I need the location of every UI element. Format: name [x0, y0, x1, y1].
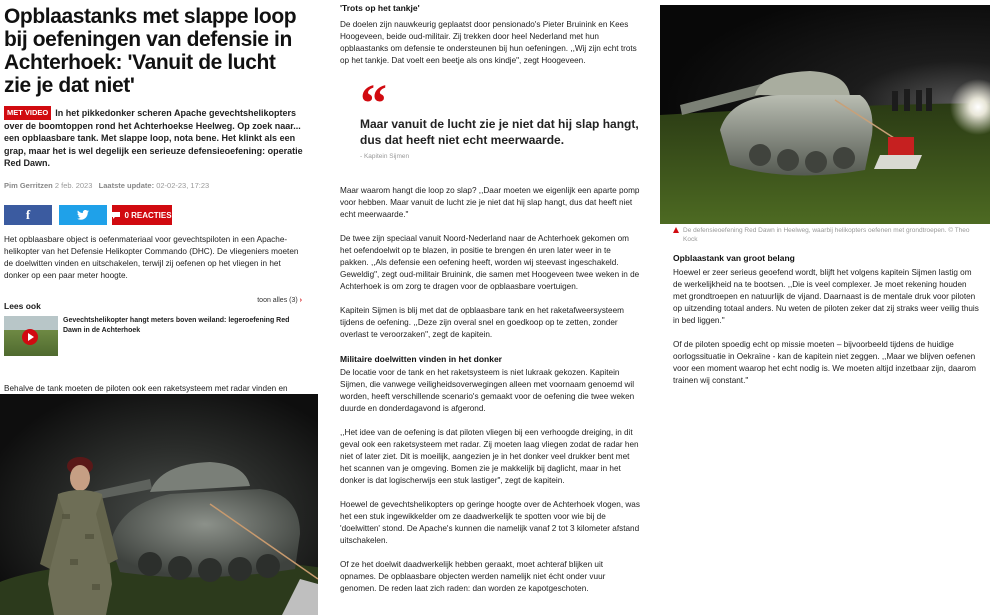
lees-ook-header	[4, 296, 304, 312]
quote-mark-icon: “	[360, 73, 381, 133]
paragraph: ,,Het idee van de oefening is dat piloten vliegen bij een verhoogde dreiging, in dit geval ook een raketsysteem met radar. Zij moeten laag vliegen zodat de radar hen niet of later ziet. Dit is moeilijk, aangezien je in het donker veel drukker bent met het scannen van je omgeving. Bomen zie je makkelijk bij daglicht, maar in het donker is dat logischerwijs een stuk lastiger", zegt de kapitein.	[340, 428, 639, 485]
update-label: Laatste update:	[98, 181, 155, 191]
facebook-share-button[interactable]	[4, 205, 52, 225]
lees-ook-title: Lees ook	[4, 301, 41, 312]
related-article-title[interactable]: Gevechtshelikopter hangt meters boven weiland: legeroefening Red Dawn in de Achterhoek	[63, 317, 290, 334]
paragraph: Maar waarom hangt die loop zo slap? ,,Daar moeten we eigenlijk een aparte pomp voor hebben. Maar vanuit de lucht zie je niet dat hij slap hangt, dus dat heeft niet echt meerwaarde."	[340, 186, 640, 219]
article-middle-column	[340, 0, 640, 595]
quote-text: Maar vanuit de lucht zie je niet dat hij slap hangt, dus dat heeft niet echt meerwaarde.	[360, 117, 639, 147]
section-heading: Militaire doelwitten vinden in het donker	[340, 354, 502, 364]
paragraph: Het opblaasbare object is oefenmateriaal voor gevechtspiloten in een Apache-helikopter van het Defensie Helikopter Commando (DHC). De vliegeniers moeten de doelwitten vinden en uitschakelen, terwijl zij oefenen op het vliegen in het donker op een paar meter hoogte.	[4, 235, 299, 281]
related-article[interactable]	[4, 316, 304, 358]
section-heading: 'Trots op het tankje'	[340, 3, 420, 13]
paragraph: Of ze het doelwit daadwerkelijk hebben geraakt, moet achteraf blijken uit opnames. De opblaasbare objecten werden namelijk niet écht onder vuur genomen. De reden laat zich raden: dan worden ze kapotgeschoten.	[340, 560, 606, 593]
article-lead	[4, 106, 304, 169]
paragraph: Behalve de tank moeten de piloten ook een raketsysteem met radar vinden en	[4, 384, 288, 394]
section-heading: Opblaastank van groot belang	[673, 253, 795, 263]
paragraph: Of de piloten spoedig echt op missie moeten – bijvoorbeeld tijdens de huidige oorlogssituatie in Oekraïne - kan de kapitein niet zeggen. ,,Maar we blijven oefenen voor een moment waarop het echt nodig is. We moeten altijd inzetbaar zijn, daarom trainen wij constant."	[673, 340, 976, 385]
paragraph: De doelen zijn nauwkeurig geplaatst door pensionado's Pieter Bruinink en Kees Hoogeveen, beide oud-militair. Zij trekken door heel Nederland met hun opblaastanks om defensie te ondersteunen bij hun oefeningen. ,,Wij zijn echt trots op het tankje. Dat voelt een beetje als ons kindje", zegt Hoogeveen.	[340, 20, 637, 65]
toon-alles-link[interactable]: toon alles (3) ›	[257, 297, 302, 305]
publish-date: 2 feb. 2023	[54, 181, 93, 191]
article-meta	[4, 181, 304, 190]
quote-attribution: - Kapitein Sijmen	[360, 153, 410, 160]
author-name[interactable]: Pim Gerritzen	[4, 181, 53, 191]
comment-icon	[112, 212, 120, 219]
twitter-icon	[77, 210, 89, 220]
arrow-right-icon: ›	[299, 297, 302, 305]
night-tank-photo[interactable]	[660, 5, 990, 224]
photo-caption: De defensieoefening Red Dawn in Heelweg, waarbij helikopters oefenen met grondtroepen. © Theo Kock	[673, 226, 979, 244]
reactions-button[interactable]	[112, 205, 172, 225]
soldier-tank-photo[interactable]	[0, 394, 318, 615]
paragraph: De locatie voor de tank en het raketsysteem is niet lukraak gekozen. Kapitein Sijmen, die vanwege veiligheidsoverwegingen alleen met voornaam genoemd wil worden, heeft verschillende scenario's gemaakt voor de oefening die twee weken duurde en donderdagavond is afgerond.	[340, 368, 635, 413]
video-badge[interactable]: MET VIDEO	[4, 106, 51, 120]
facebook-icon: f	[25, 207, 31, 223]
play-icon	[22, 329, 38, 345]
reactions-label: 0 REACTIES	[124, 210, 172, 220]
lead-text: In het pikkedonker scheren Apache gevechtshelikopters over de boomtoppen rond het Achterhoekse Heelweg. Op zoek naar... een opblaasbare tank. Met slappe loop, nota bene. Het klinkt als een grap, maar het is wel degelijk een serieuze defensieoefening: operatie Red Dawn.	[4, 108, 303, 168]
share-bar	[4, 205, 304, 225]
caption-triangle-icon	[673, 227, 679, 233]
update-date: 02-02-23, 17:23	[156, 181, 210, 191]
twitter-share-button[interactable]	[59, 205, 107, 225]
paragraph: Hoewel de gevechtshelikopters op geringe hoogte over de Achterhoek vlogen, was het een stuk ingewikkelder om ze daadwerkelijk te spotten voor wie bij de 'doelwitten' stond. De Apache's kunnen die namelijk vanaf 2 tot 3 kilometer afstand uitschakelen.	[340, 500, 640, 545]
pull-quote	[360, 73, 640, 163]
article-left-column	[4, 0, 304, 407]
related-thumbnail[interactable]	[4, 316, 58, 356]
paragraph: De twee zijn speciaal vanuit Noord-Nederland naar de Achterhoek gekomen om het oefendoelwit op te blazen, in positie te brengen én uren later weer in te pakken. ,,Als defensie een oefening heeft, worden wij steevast ingeschakeld. Geweldig", zegt oud-militair Bruinink, die samen met Hoogeveen twee weken in de Achterhoek is om zorg te dragen voor de opblaasbare voertuigen.	[340, 234, 640, 291]
paragraph: Hoewel er zeer serieus geoefend wordt, blijft het volgens kapitein Sijmen lastig om de werkelijkheid na te bootsen. ,,Die is veel complexer. Je moet rekening houden met grondtroepen en natuurlijk de vijand. Daarnaast is de mentale druk voor piloten op uitzending totaal anders. Nu weten de piloten zeker dat zij straks weer veilig thuis in bed liggen."	[673, 268, 979, 325]
paragraph: Kapitein Sijmen is blij met dat de opblaasbare tank en het raketafweersysteem tijdens de oefening. ,,Deze zijn overal snel en goedkoop op te zetten, zonder overlast te veroorzaken", zegt de kapitein.	[340, 306, 624, 339]
article-headline: Opblaastanks met slappe loop bij oefeningen van defensie in Achterhoek: 'Vanuit de lucht zie je dat niet'	[4, 5, 297, 97]
article-right-column	[673, 253, 981, 387]
